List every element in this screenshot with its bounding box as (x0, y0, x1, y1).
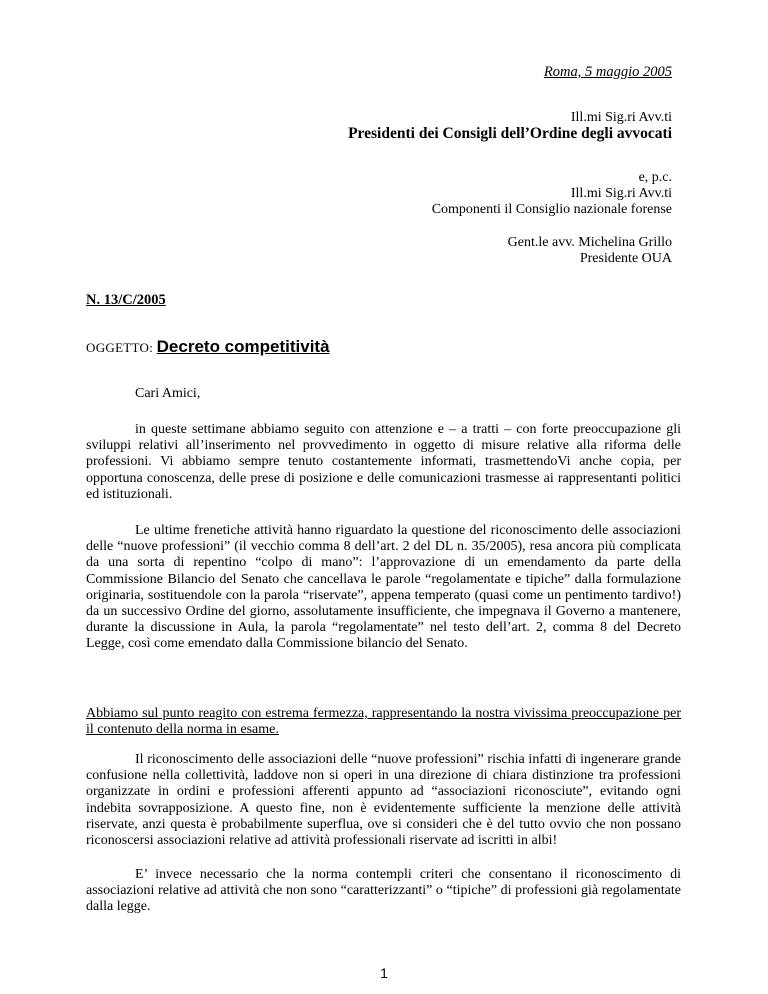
cc-recipient-block (312, 170, 672, 218)
body-paragraph: E’ invece necessario che la norma contempli criteri che consentano il riconoscimento di associazioni relative ad attività che non sono “caratterizzanti” o “tipiche” di professioni già regolamentate dalla legge. (86, 867, 681, 915)
letter-date: Roma, 5 maggio 2005 (543, 64, 672, 80)
subject-title: Decreto competitività (156, 337, 330, 356)
subject-line (86, 339, 330, 357)
recipient-title: Presidenti dei Consigli dell’Ordine degli avvocati (348, 125, 672, 142)
body-paragraph: Le ultime frenetiche attività hanno riguardato la questione del riconoscimento delle associazioni delle “nuove professioni” (il vecchio comma 8 dell’art. 2 del DL n. 35/2005), resa ancora più complicata da una sorta di repentino “colpo di mano”: l’approvazione di un emendamento da parte della Commissione Bilancio del Senato che cancellava le parole “regolamentate e tipiche” dalla formulazione originaria, sostituendole con la parola “riservate”, appena temperato (quasi come un pentimento tardivo!) da un successivo Ordine del giorno, assolutamente insufficiente, che impegnava il Governo a mantenere, durante la discussione in Aula, la parola “regolamentate” nel testo dell’art. 2, comma 8 del Decreto Legge, così come emendato dalla Commissione bilancio del Senato. (86, 523, 681, 652)
protocol-number: N. 13/C/2005 (86, 292, 166, 308)
recipient-line: Presidente OUA (579, 251, 672, 266)
cc-line: Componenti il Consiglio nazionale forense (431, 202, 672, 217)
recipient-line: Gent.le avv. Michelina Grillo (507, 235, 672, 250)
page-number: 1 (380, 965, 388, 981)
body-paragraph: in queste settimane abbiamo seguito con attenzione e – a tratti – con forte preoccupazione gli sviluppi relativi all’inserimento nel provvedimento in oggetto di misure relative alla riforma delle professioni. Vi abbiamo sempre tenuto costantemente informati, trasmettendoVi anche copia, per opportuna conoscenza, delle prese di posizione e delle comunicazioni trasmesse ai rappresentanti politici ed istituzionali. (86, 422, 681, 502)
greeting: Cari Amici, (135, 386, 201, 401)
cc-line: Ill.mi Sig.ri Avv.ti (570, 186, 672, 201)
body-paragraph: Il riconoscimento delle associazioni delle “nuove professioni” rischia infatti di ingenerare grande confusione nella collettività, laddove non si operi in una direzione di chiara distinzione tra professioni organizzate in ordini e professioni afferenti appunto ad “associazioni riconosciute”, evitando ogni indebita sovrapposizione. A questo fine, non è evidentemente sufficiente la menzione delle attività riservate, anzi questa è probabilmente superflua, ove si consideri che è del tutto ovvio che non possano riconoscersi associazioni relative ad attività professionali riservate ad iscritti in albi! (86, 752, 681, 849)
third-recipient-block (312, 235, 672, 267)
cc-line: e, p.c. (638, 170, 672, 185)
body-paragraph-underlined: Abbiamo sul punto reagito con estrema fermezza, rappresentando la nostra vivissima preoccupazione per il contenuto della norma in esame. (86, 706, 681, 738)
recipient-salutation: Ill.mi Sig.ri Avv.ti (570, 110, 672, 125)
subject-label: OGGETTO: (86, 340, 154, 355)
